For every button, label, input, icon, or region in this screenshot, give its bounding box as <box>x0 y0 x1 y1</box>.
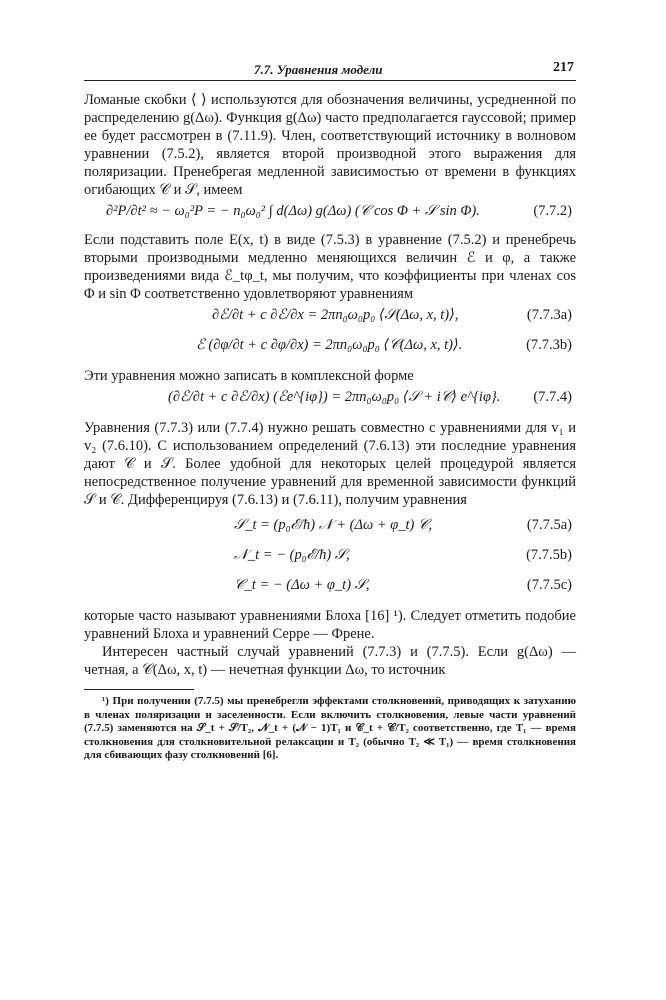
equation-number: (7.7.5a) <box>526 517 572 533</box>
page-number: 217 <box>553 60 574 75</box>
equation-7-7-5c <box>84 573 576 599</box>
equation-7-7-3a <box>84 303 576 329</box>
section-title: 7.7. Уравнения модели <box>254 62 383 77</box>
equation-number: (7.7.2) <box>533 203 572 219</box>
equation-formula: 𝒞_t = − (Δω + φ_t) 𝒮, <box>234 577 370 593</box>
paragraph-4: Уравнения (7.7.3) или (7.7.4) нужно решать совместно с уравнениями для v₁ и v₂ (7.6.10). С использованием определений (7.6.13) эти последние уравнения дают 𝒞 и 𝒮. Более удобной для некоторых целей процедурой является непосредственное получение уравнений для временной зависимости функций 𝒮 и 𝒞. Дифференцируя (7.6.13) и (7.6.11), получим уравнения <box>84 420 576 508</box>
equation-number: (7.7.5c) <box>526 577 572 593</box>
paragraph-1: Ломаные скобки ⟨ ⟩ используются для обозначения величины, усредненной по распределению g(Δω). Функция g(Δω) часто предполагается гауссовой; пример ее будет рассмотрен в (7.11.9). Член, соответствующий источнику в волновом уравнении (7.5.2), является второй производной этого выражения для поляризации. Пренебрегая медленной зависимостью от времени в функциях огибающих 𝒞 и 𝒮, имеем <box>84 92 576 198</box>
equation-7-7-5a <box>84 513 576 539</box>
equation-7-7-2 <box>84 199 576 225</box>
equation-formula: ∂²P/∂t² ≈ − ω₀²P = − n₀ω₀² ∫ d(Δω) g(Δω) (𝒞 cos Φ + 𝒮 sin Φ). <box>106 203 480 219</box>
page-header <box>84 56 576 81</box>
equation-7-7-4 <box>84 385 576 411</box>
equation-number: (7.7.3b) <box>526 337 572 353</box>
equation-formula: ℰ (∂φ/∂t + c ∂φ/∂x) = 2πn₀ω₀p₀ ⟨𝒞(Δω, x, t)⟩. <box>196 337 463 353</box>
equation-formula: ∂ℰ/∂t + c ∂ℰ/∂x = 2πn₀ω₀p₀ ⟨𝒮(Δω, x, t)⟩, <box>212 307 459 323</box>
equation-number: (7.7.4) <box>533 389 572 405</box>
equation-formula: (∂ℰ/∂t + c ∂ℰ/∂x) (ℰe^{iφ}) = 2πn₀ω₀p₀ ⟨𝒮 + i𝒞⟩ e^{iφ}. <box>168 389 501 405</box>
equation-number: (7.7.5b) <box>526 547 572 563</box>
paragraph-3: Эти уравнения можно записать в комплексной форме <box>84 368 414 384</box>
paragraph-2: Если подставить поле E(x, t) в виде (7.5.3) в уравнение (7.5.2) и пренебречь вторыми производными медленно меняющихся величин ℰ и φ, а также произведениями вида ℰ_tφ_t, мы получим, что коэффициенты при членах cos Φ и sin Φ соответственно удовлетворяют уравнениям <box>84 232 576 302</box>
paragraph-5: которые часто называют уравнениями Блоха [16] ¹). Следует отметить подобие уравнений Блоха и уравнений Серре — Френе. <box>84 608 576 642</box>
footnote: ¹) При получении (7.7.5) мы пренебрегли эффектами столкновений, приводящих к затуханию в членах поляризации и заселенности. Если включить столкновения, левые части уравнений (7.7.5) заменяются на 𝒮_t + 𝒮/T₂, 𝒩_t + (𝒩 − 1)T₁ и 𝒞_t + 𝒞/T₂ соответственно, где T₁ — время столкновения для столкновительной релаксации и T₂ (обычно T₂ ≪ T₁) — время столкновения для сбивающих фазу столкновений [6]. <box>84 695 576 761</box>
equation-7-7-5b <box>84 543 576 569</box>
equation-formula: 𝒮_t = (p₀ℰ/ħ) 𝒩 + (Δω + φ_t) 𝒞, <box>234 517 433 533</box>
equation-7-7-3b <box>84 333 576 359</box>
equation-number: (7.7.3a) <box>526 307 572 323</box>
equation-formula: 𝒩_t = − (p₀ℰ/ħ) 𝒮, <box>234 547 350 563</box>
book-page <box>84 56 576 956</box>
paragraph-6: Интересен частный случай уравнений (7.7.3) и (7.7.5). Если g(Δω) — четная, а 𝒞(Δω, x, t) — нечетная функции Δω, то источник <box>84 644 576 678</box>
footnote-divider <box>84 689 194 690</box>
